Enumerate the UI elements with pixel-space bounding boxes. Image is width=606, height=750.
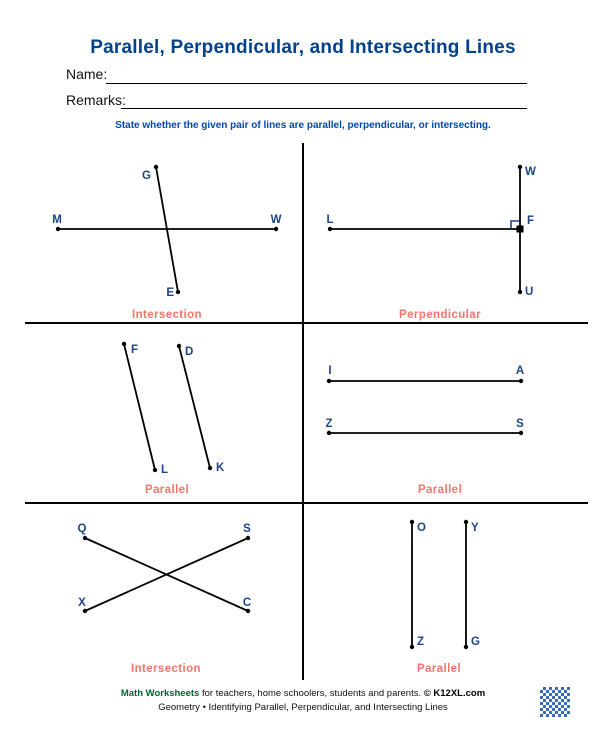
point-label: G [471,636,480,648]
answer-label: Perpendicular [399,309,481,321]
point-label: W [270,214,282,226]
diagram-intersecting-1 [25,143,303,323]
point-label: X [78,597,86,609]
name-label: Name: [66,66,108,82]
footer-subtitle: Geometry • Identifying Parallel, Perpendicular, and Intersecting Lines [158,702,448,713]
point-label: Z [417,636,425,648]
point-label: F [527,215,535,227]
point-label: K [216,462,225,474]
remarks-field[interactable] [121,108,527,109]
point-label: Y [471,522,479,534]
answer-label: Parallel [144,484,190,496]
point-label: Z [325,418,333,430]
answer-label: Intersection [132,309,202,321]
point-label: Q [77,523,87,535]
instruction-text: State whether the given pair of lines are parallel, perpendicular, or intersecting. [115,120,491,131]
point-label: U [525,286,534,298]
diagram-perpendicular [303,143,588,323]
point-label: L [326,214,334,226]
point-label: E [166,287,174,299]
diagram-parallel-slanted [25,323,303,503]
name-field[interactable] [106,83,527,84]
footer-tagline: for teachers, home schoolers, students and parents. [199,688,424,699]
diagram-parallel-horizontal [303,323,588,503]
point-label: M [52,214,62,226]
point-label: I [328,365,332,377]
point-label: A [515,365,525,377]
answer-label: Parallel [417,484,463,496]
footer-credit [0,688,606,699]
diagram-parallel-vertical [303,503,588,680]
point-label: S [243,523,251,535]
point-label: G [142,170,151,182]
qr-code [540,687,570,717]
answer-label: Intersection [131,663,201,675]
page-title: Parallel, Perpendicular, and Intersecting Lines [90,37,516,58]
point-label: W [525,166,536,178]
footer-brand-link[interactable]: Math Worksheets [120,688,200,699]
point-label: C [242,597,252,609]
point-label: D [185,346,194,358]
point-label: F [131,344,139,356]
remarks-label: Remarks: [66,92,126,108]
diagram-intersecting-2 [25,503,303,680]
footer-copyright: © K12XL.com [423,688,486,699]
answer-label: Parallel [416,663,462,675]
point-label: O [417,522,426,534]
point-label: L [161,464,169,476]
point-label: S [516,418,524,430]
